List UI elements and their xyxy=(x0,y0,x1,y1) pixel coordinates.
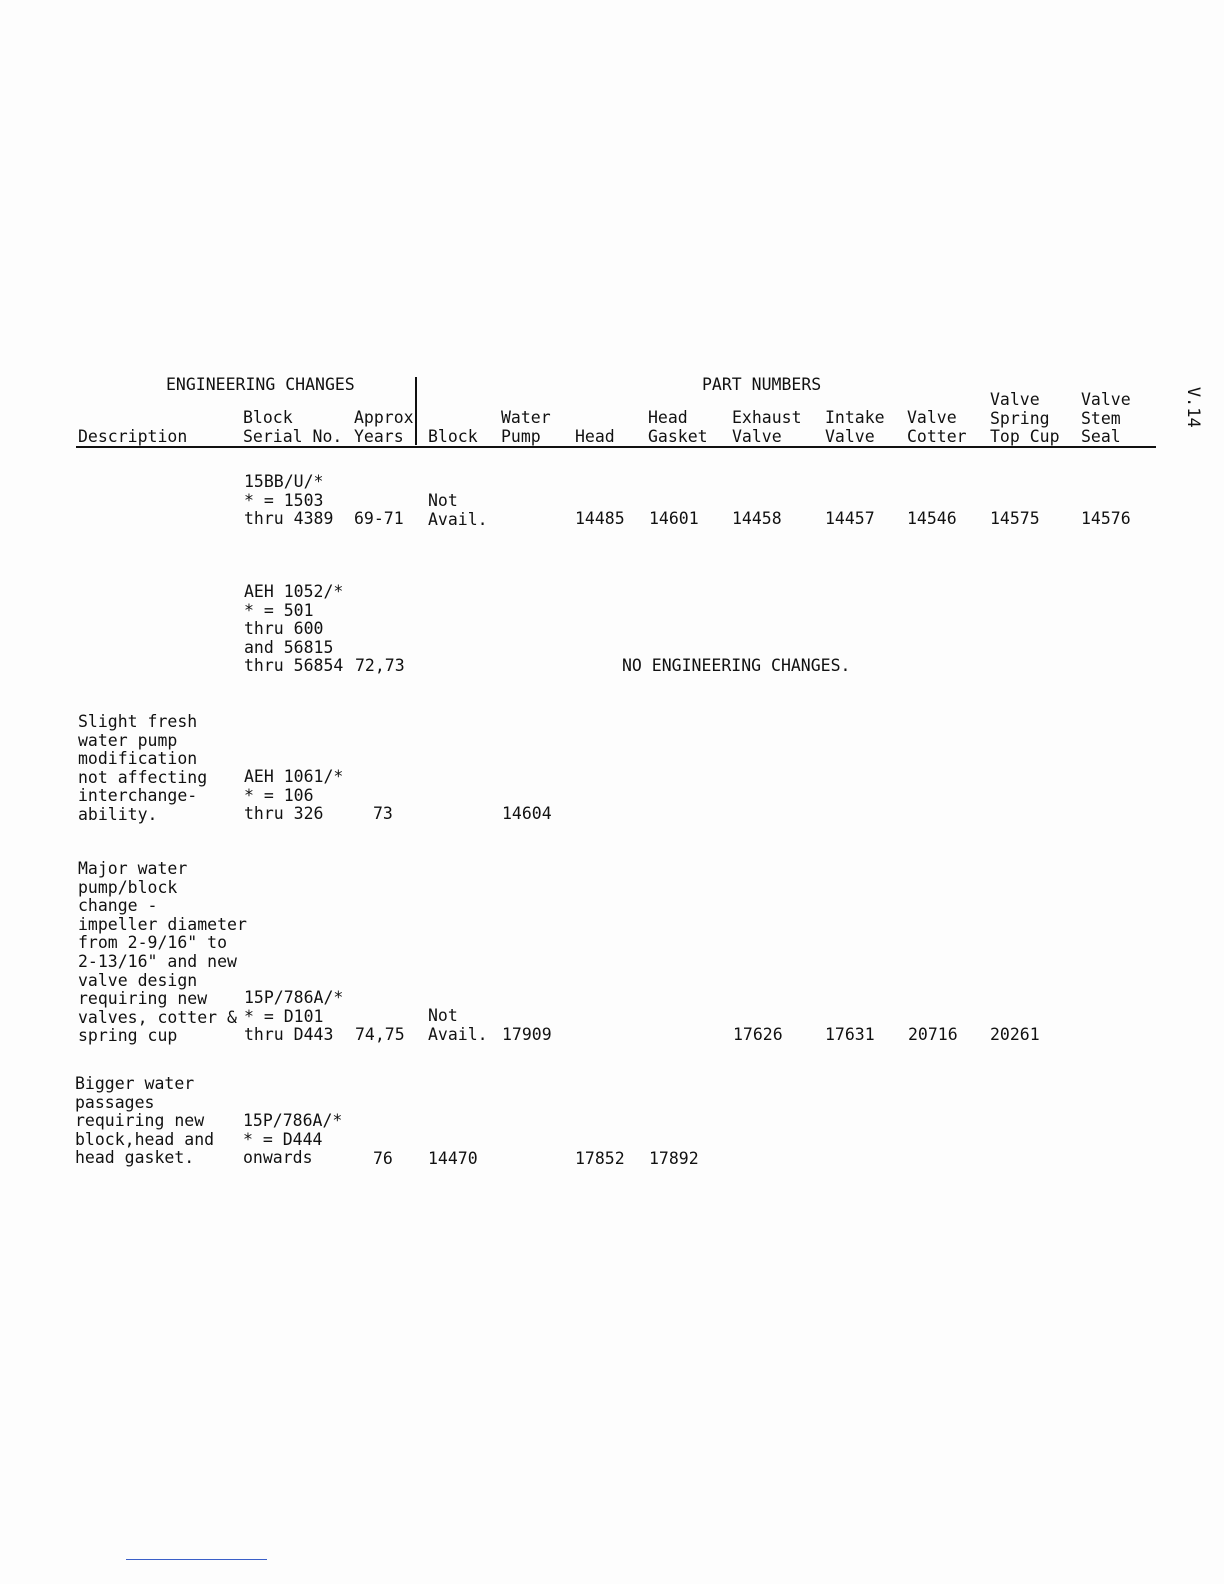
row4-serial: 15P/786A/* * = D101 thru D443 xyxy=(244,988,344,1045)
header-underline xyxy=(76,446,1156,448)
row4-intake-valve: 17631 xyxy=(825,1025,875,1044)
row2-serial: AEH 1052/* * = 501 thru 600 and 56815 thru 56854 xyxy=(244,582,344,676)
row3-description: Slight fresh water pump modification not affecting interchange- ability. xyxy=(78,712,208,824)
row1-valve-spring-top-cup: 14575 xyxy=(990,509,1040,528)
col-valve-spring-top-cup: Valve Spring Top Cup xyxy=(990,390,1060,447)
row3-serial: AEH 1061/* * = 106 thru 326 xyxy=(244,767,344,824)
row4-block: Not Avail. xyxy=(428,1006,488,1044)
row5-head-gasket: 17892 xyxy=(649,1149,699,1168)
col-exhaust-valve: Exhaust Valve xyxy=(732,408,802,446)
row4-valve-spring-top-cup: 20261 xyxy=(990,1025,1040,1044)
row1-block: Not Avail. xyxy=(428,491,488,529)
row1-valve-cotter: 14546 xyxy=(907,509,957,528)
row3-water-pump: 14604 xyxy=(502,804,552,823)
col-intake-valve: Intake Valve xyxy=(825,408,885,446)
col-head: Head xyxy=(575,427,615,446)
row3-years: 73 xyxy=(373,804,393,823)
row5-years: 76 xyxy=(373,1149,393,1168)
page-number-label: V.14 xyxy=(1182,386,1203,428)
col-block-serial: Block Serial No. xyxy=(243,408,343,446)
row5-head: 17852 xyxy=(575,1149,625,1168)
footer-rule xyxy=(126,1559,267,1560)
header-divider xyxy=(415,377,417,445)
row4-description: Major water pump/block change - impeller diameter from 2-9/16" to 2-13/16" and new valve design requiring new valves, cotter & spring cup xyxy=(78,859,247,1046)
col-description: Description xyxy=(78,427,188,446)
col-valve-cotter: Valve Cotter xyxy=(907,408,967,446)
row4-valve-cotter: 20716 xyxy=(908,1025,958,1044)
row1-serial: 15BB/U/* * = 1503 thru 4389 xyxy=(244,472,334,529)
row5-serial: 15P/786A/* * = D444 onwards xyxy=(243,1111,343,1168)
row1-intake-valve: 14457 xyxy=(825,509,875,528)
engineering-changes-heading: ENGINEERING CHANGES xyxy=(166,375,355,394)
part-numbers-heading: PART NUMBERS xyxy=(702,375,822,394)
row1-exhaust-valve: 14458 xyxy=(732,509,782,528)
row1-valve-stem-seal: 14576 xyxy=(1081,509,1131,528)
col-head-gasket: Head Gasket xyxy=(648,408,708,446)
row2-note: NO ENGINEERING CHANGES. xyxy=(622,656,851,675)
col-approx-years: Approx Years xyxy=(354,408,414,446)
row1-years: 69-71 xyxy=(354,509,404,528)
row5-description: Bigger water passages requiring new block,head and head gasket. xyxy=(75,1074,215,1168)
col-valve-stem-seal: Valve Stem Seal xyxy=(1081,390,1131,447)
col-block: Block xyxy=(428,427,478,446)
row4-exhaust-valve: 17626 xyxy=(733,1025,783,1044)
row4-years: 74,75 xyxy=(355,1025,405,1044)
row4-water-pump: 17909 xyxy=(502,1025,552,1044)
row5-block: 14470 xyxy=(428,1149,478,1168)
row2-years: 72,73 xyxy=(355,656,405,675)
row1-head: 14485 xyxy=(575,509,625,528)
row1-head-gasket: 14601 xyxy=(649,509,699,528)
col-water-pump: Water Pump xyxy=(501,408,551,446)
